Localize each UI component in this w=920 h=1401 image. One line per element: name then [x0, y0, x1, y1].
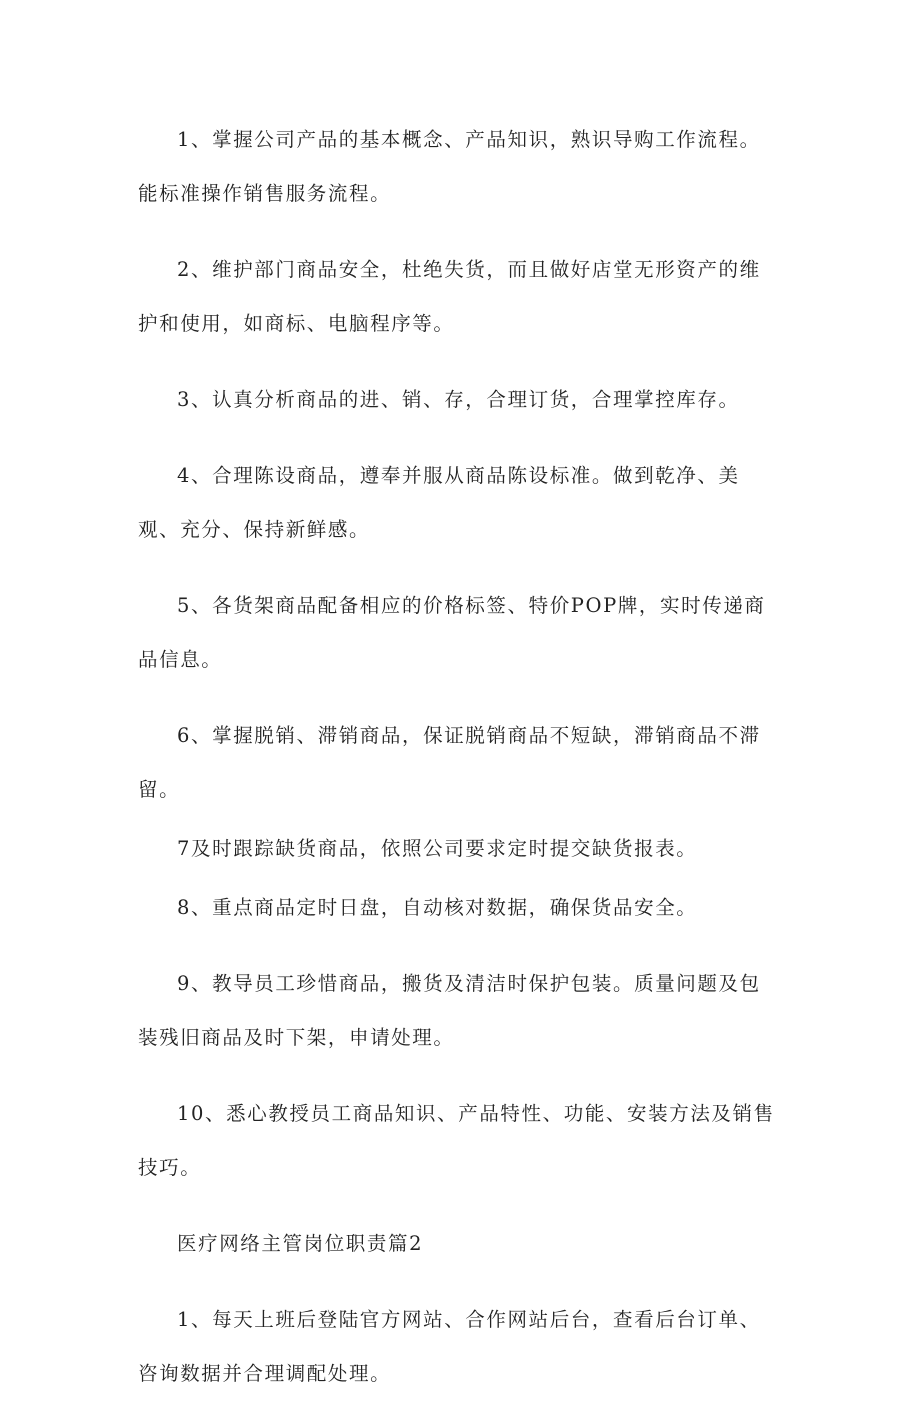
paragraph-item-8: 8、重点商品定时日盘，自动核对数据，确保货品安全。 — [177, 896, 698, 919]
paragraph-item-2: 2、维护部门商品安全，杜绝失货，而且做好店堂无形资产的维护和使用，如商标、电脑程序等。 — [138, 258, 761, 335]
document-body — [138, 113, 778, 1401]
paragraph-item-1: 1、掌握公司产品的基本概念、产品知识，熟识导购工作流程。能标准操作销售服务流程。 — [138, 128, 761, 205]
paragraph-item-3: 3、认真分析商品的进、销、存，合理订货，合理掌控库存。 — [177, 388, 740, 411]
paragraph-item-5: 5、各货架商品配备相应的价格标签、特价POP牌，实时传递商品信息。 — [138, 594, 766, 671]
paragraph-item-9: 9、教导员工珍惜商品，搬货及清洁时保护包装。质量问题及包装残旧商品及时下架，申请处理。 — [138, 972, 761, 1049]
paragraph-item-10: 10、悉心教授员工商品知识、产品特性、功能、安装方法及销售技巧。 — [138, 1102, 775, 1179]
section-heading: 医疗网络主管岗位职责篇2 — [177, 1232, 424, 1255]
paragraph-item-4: 4、合理陈设商品，遵奉并服从商品陈设标准。做到乾净、美观、充分、保持新鲜感。 — [138, 464, 740, 541]
paragraph-item-7: 7及时跟踪缺货商品，依照公司要求定时提交缺货报表。 — [177, 837, 698, 860]
paragraph-item-6: 6、掌握脱销、滞销商品，保证脱销商品不短缺，滞销商品不滞留。 — [138, 724, 761, 801]
paragraph-item-11: 1、每天上班后登陆官方网站、合作网站后台，查看后台订单、咨询数据并合理调配处理。 — [138, 1308, 761, 1385]
